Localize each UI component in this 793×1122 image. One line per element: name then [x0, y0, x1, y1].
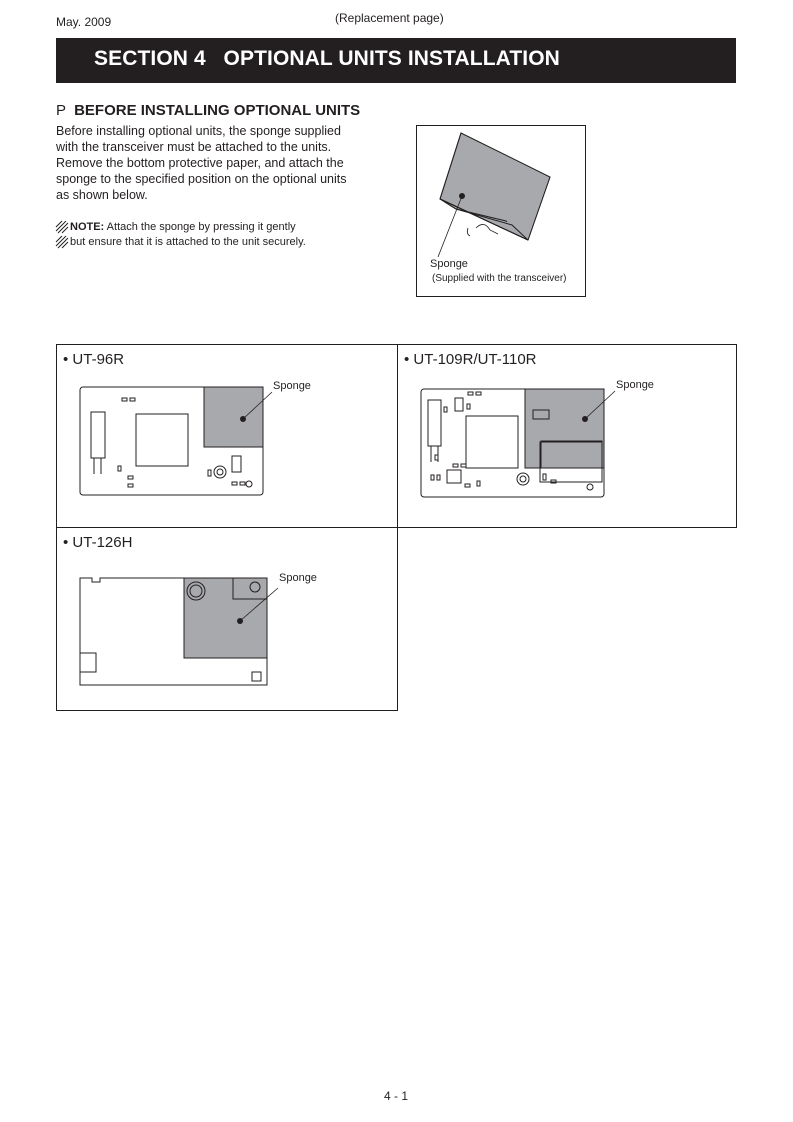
body-line: as shown below. — [56, 188, 148, 202]
section-title: SECTION 4 OPTIONAL UNITS INSTALLATION — [94, 47, 560, 70]
panel-title-ut96r: • UT-96R — [63, 351, 125, 368]
body-line: sponge to the specified position on the optional units — [56, 172, 347, 186]
subsection-heading — [56, 102, 360, 119]
sponge-label-ut126h: Sponge — [279, 572, 317, 584]
sponge-caption: (Supplied with the transceiver) — [432, 273, 567, 284]
subsection-title: BEFORE INSTALLING OPTIONAL UNITS — [74, 102, 361, 119]
note-line-1 — [70, 221, 296, 233]
body-line: Remove the bottom protective paper, and attach the — [56, 156, 344, 170]
document-date: May. 2009 — [56, 15, 112, 29]
panel-title-ut109r: • UT-109R/UT-110R — [404, 351, 537, 368]
panel-title-ut126h: • UT-126H — [63, 534, 133, 551]
note-text-1: Attach the sponge by pressing it gently — [104, 221, 296, 233]
note-line-2: but ensure that it is attached to the unit securely. — [70, 236, 306, 248]
ut109r-board-diagram — [397, 344, 737, 528]
subsection-marker: P — [56, 102, 66, 119]
sponge-label-ut96r: Sponge — [273, 380, 311, 392]
page-number: 4 - 1 — [384, 1089, 409, 1103]
ut96r-board-diagram — [56, 344, 398, 528]
sponge-label-ut109r: Sponge — [616, 379, 654, 391]
replacement-note: (Replacement page) — [335, 11, 444, 25]
body-line: with the transceiver must be attached to the units. — [56, 140, 332, 154]
ut126h-board-diagram — [56, 527, 398, 711]
note-hatch-icon — [56, 221, 68, 248]
body-line: Before installing optional units, the sponge supplied — [56, 124, 341, 138]
sponge-label: Sponge — [430, 258, 468, 270]
sponge-cube-illustration — [416, 125, 586, 297]
note-label: NOTE: — [70, 221, 105, 233]
